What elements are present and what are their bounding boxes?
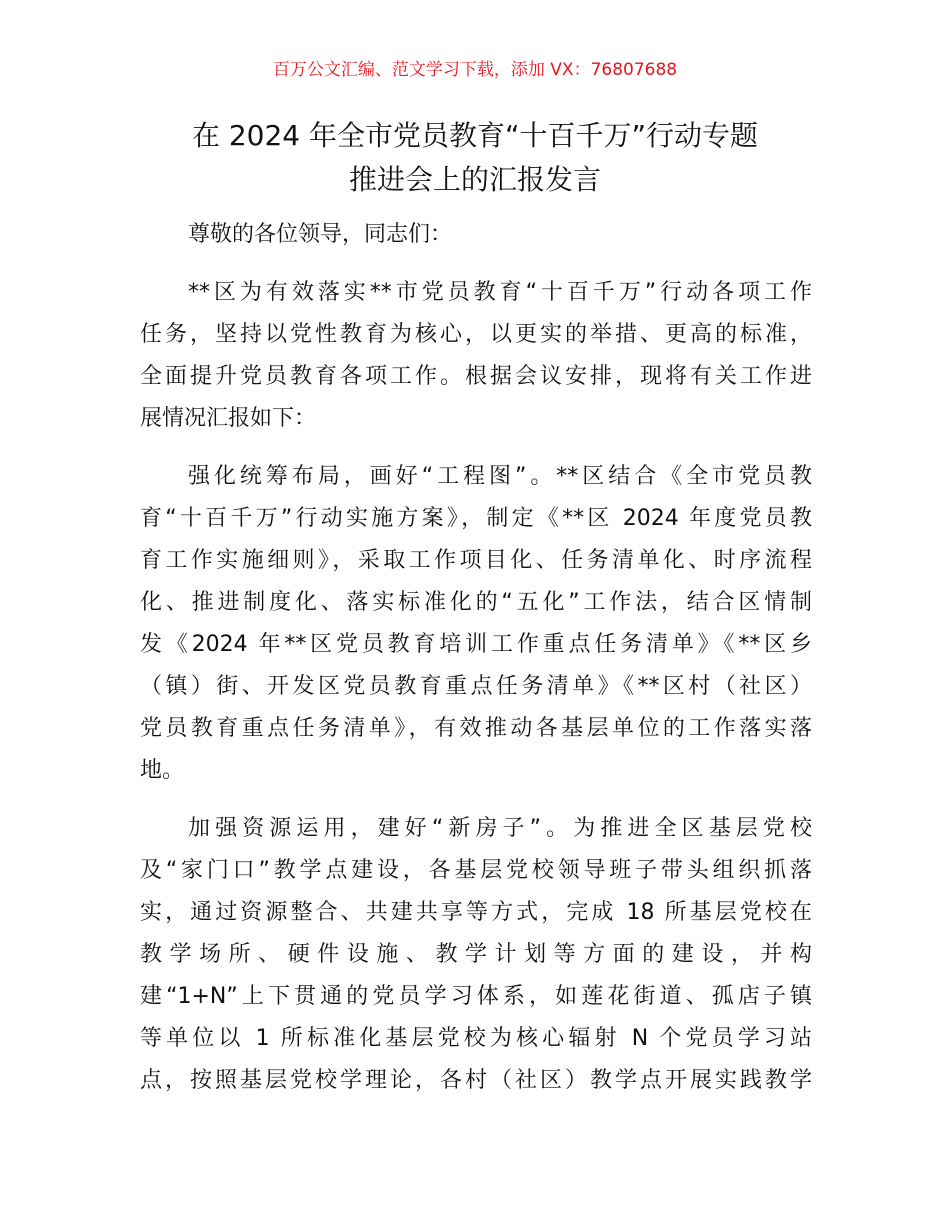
paragraph-line: 强化统筹布局，画好“工程图”。**区结合《全市党员教 bbox=[188, 464, 812, 489]
paragraph-line: 全面提升党员教育各项工作。根据会议安排，现将有关工作进 bbox=[140, 364, 812, 389]
paragraph-line: 化、推进制度化、落实标准化的“五化”工作法，结合区情制 bbox=[140, 590, 812, 615]
paragraph-line: 加强资源运用，建好“新房子”。为推进全区基层党校 bbox=[188, 816, 812, 841]
paragraph-line: 育工作实施细则》，采取工作项目化、任务清单化、时序流程 bbox=[140, 548, 812, 573]
header-promo-note: 百万公文汇编、范文学习下载，添加 VX：76807688 bbox=[272, 60, 678, 80]
paragraph-line: 发《2024 年**区党员教育培训工作重点任务清单》《**区乡 bbox=[140, 632, 812, 657]
paragraph-line: 等单位以 1 所标准化基层党校为核心辐射 N 个党员学习站 bbox=[140, 1026, 812, 1051]
paragraph-line: （镇）街、开发区党员教育重点任务清单》《**区村（社区） bbox=[140, 674, 812, 699]
paragraph-line: 点，按照基层党校学理论，各村（社区）教学点开展实践教学 bbox=[140, 1068, 812, 1093]
paragraph-line: 及“家门口”教学点建设，各基层党校领导班子带头组织抓落 bbox=[140, 858, 812, 883]
paragraph-line: 地。 bbox=[140, 758, 185, 783]
paragraph-line: 任务，坚持以党性教育为核心，以更实的举措、更高的标准， bbox=[140, 322, 812, 347]
paragraph-line: 展情况汇报如下： bbox=[140, 406, 317, 431]
paragraph-planning bbox=[140, 456, 812, 792]
paragraph-line: 育“十百千万”行动实施方案》，制定《**区 2024 年度党员教 bbox=[140, 506, 812, 531]
document-title bbox=[140, 114, 810, 202]
paragraph-line: **区为有效落实**市党员教育“十百千万”行动各项工作 bbox=[188, 280, 812, 305]
title-line-1: 在 2024 年全市党员教育“十百千万”行动专题 bbox=[191, 119, 759, 152]
salutation: 尊敬的各位领导，同志们： bbox=[188, 222, 453, 247]
title-line-2: 推进会上的汇报发言 bbox=[348, 163, 601, 196]
document-body bbox=[140, 214, 812, 1102]
paragraph-line: 实，通过资源整合、共建共享等方式，完成 18 所基层党校在 bbox=[140, 900, 812, 925]
paragraph-line: 建“1+N”上下贯通的党员学习体系，如莲花街道、孤店子镇 bbox=[140, 984, 812, 1009]
paragraph-resources bbox=[140, 808, 812, 1102]
paragraph-line: 党员教育重点任务清单》，有效推动各基层单位的工作落实落 bbox=[140, 716, 812, 741]
paragraph-intro bbox=[140, 272, 812, 440]
paragraph-line: 教学场所、硬件设施、教学计划等方面的建设，并构 bbox=[140, 942, 812, 967]
